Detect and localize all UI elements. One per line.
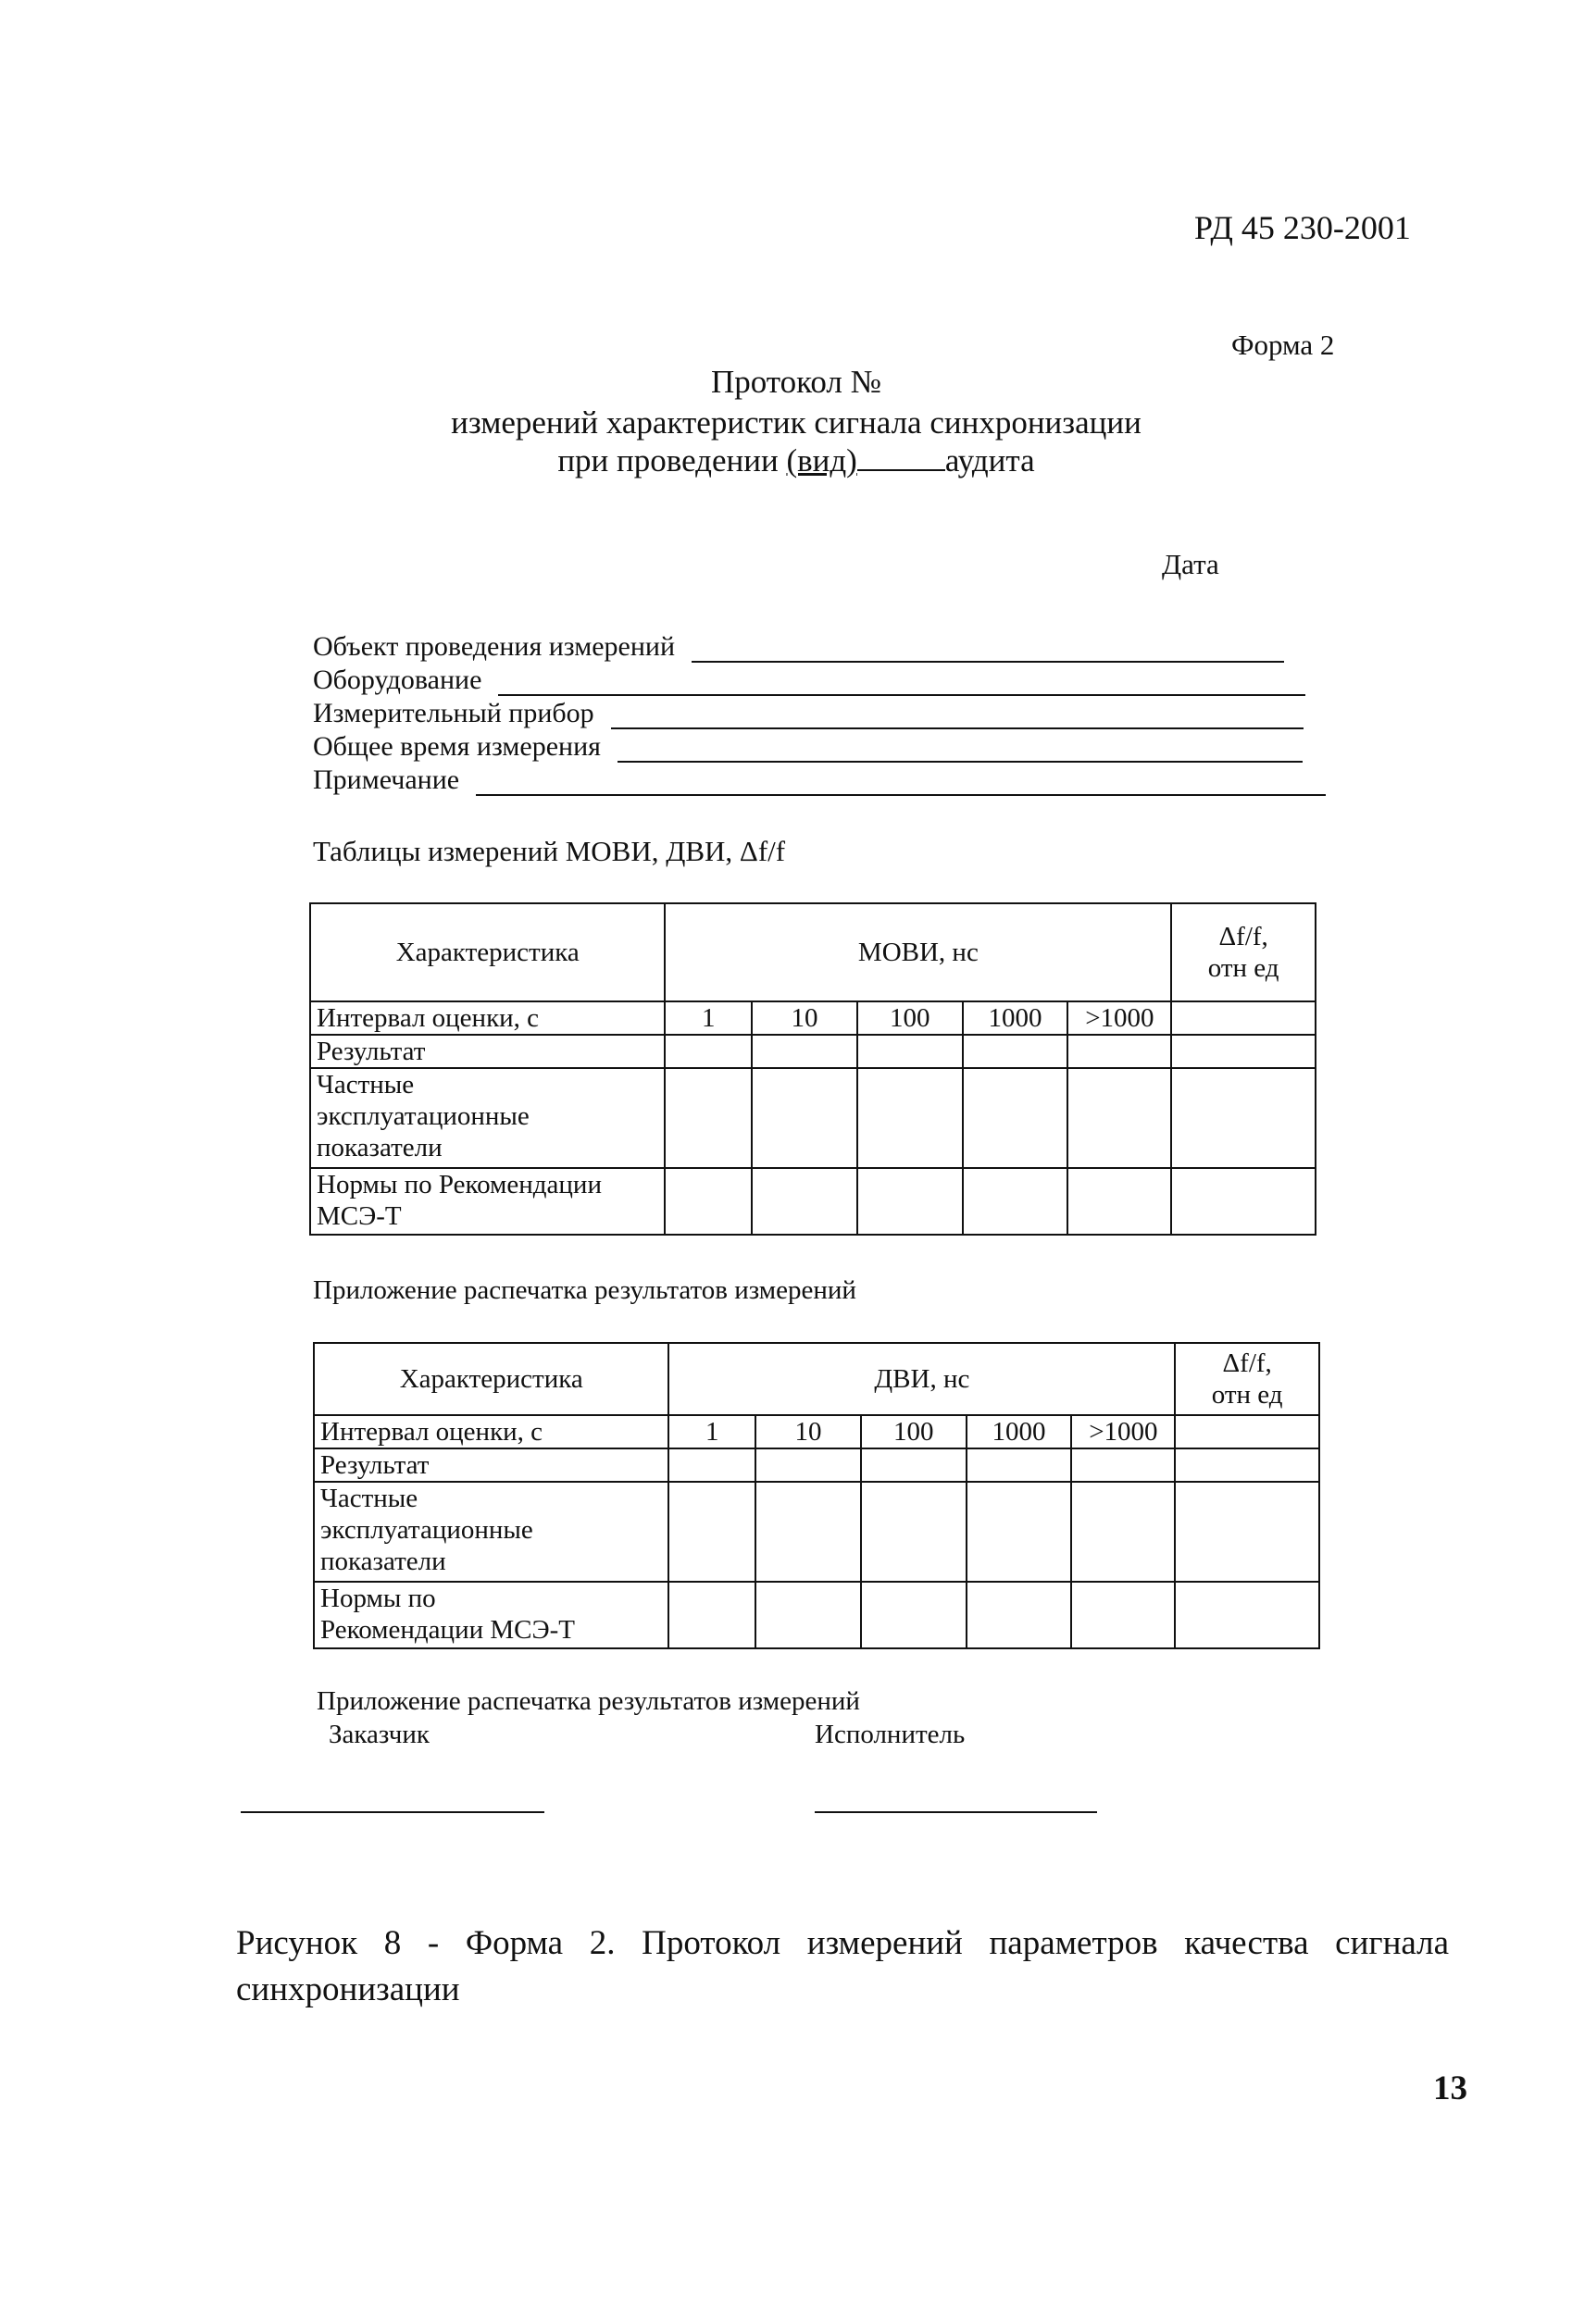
df-label: Δf/f,: [1222, 1348, 1272, 1378]
table-header-row: [314, 1343, 1319, 1415]
info-fields: [313, 629, 1326, 796]
header-characteristic: Характеристика: [310, 903, 665, 1001]
table-row: [310, 1068, 1316, 1168]
interval-cell: >1000: [1067, 1001, 1171, 1035]
executor-signature-line[interactable]: [815, 1809, 1097, 1813]
data-cell[interactable]: [752, 1068, 857, 1168]
table-row: [310, 1035, 1316, 1068]
data-cell[interactable]: [861, 1448, 967, 1482]
interval-cell: 100: [861, 1415, 967, 1448]
field-input-line[interactable]: [692, 639, 1284, 663]
appendix-note: Приложение распечатка результатов измерений: [313, 1275, 856, 1305]
data-cell[interactable]: [967, 1482, 1072, 1582]
interval-cell: 1: [668, 1415, 755, 1448]
audit-suffix: аудита: [944, 442, 1035, 478]
data-cell[interactable]: [755, 1448, 861, 1482]
df-unit: отн ед: [1211, 1380, 1283, 1410]
field-input-line[interactable]: [618, 739, 1303, 763]
data-cell[interactable]: [752, 1035, 857, 1068]
page-number: 13: [1433, 2069, 1467, 2107]
interval-label: Интервал оценки, с: [310, 1001, 665, 1035]
row-label-line: Частные: [317, 1070, 415, 1100]
interval-label: Интервал оценки, с: [314, 1415, 668, 1448]
data-cell[interactable]: [1175, 1482, 1319, 1582]
data-cell[interactable]: [1067, 1168, 1171, 1235]
field-input-line[interactable]: [611, 705, 1304, 729]
table-row: [310, 1168, 1316, 1235]
field-input-line[interactable]: [498, 672, 1305, 696]
figure-caption: Рисунок 8 - Форма 2. Протокол измерений параметров качества сигнала синхронизации: [236, 1924, 1449, 2008]
protocol-audit-line: [0, 442, 1572, 479]
customer-label: Заказчик: [329, 1720, 430, 1749]
data-cell[interactable]: [1175, 1582, 1319, 1648]
data-cell[interactable]: [1171, 1168, 1316, 1235]
data-cell[interactable]: [665, 1168, 752, 1235]
row-label: [314, 1582, 668, 1648]
field-label: Общее время измерения: [313, 731, 601, 762]
field-label: Оборудование: [313, 665, 482, 695]
row-label-line: Нормы по Рекомендации: [317, 1170, 602, 1199]
field-label: Объект проведения измерений: [313, 631, 676, 662]
row-label-line: показатели: [317, 1133, 443, 1162]
data-cell[interactable]: [963, 1068, 1068, 1168]
audit-type: (вид): [786, 442, 857, 478]
customer-signature-line[interactable]: [241, 1809, 544, 1813]
data-cell[interactable]: [963, 1035, 1068, 1068]
dvi-table: [313, 1342, 1320, 1649]
section-title: Таблицы измерений МОВИ, ДВИ, Δf/f: [313, 835, 786, 867]
row-label: [310, 1068, 665, 1168]
data-cell[interactable]: [967, 1582, 1072, 1648]
field-label: Измерительный прибор: [313, 698, 594, 728]
data-cell[interactable]: [1171, 1001, 1316, 1035]
table-row: [314, 1415, 1319, 1448]
data-cell[interactable]: [857, 1168, 963, 1235]
document-code: РД 45 230-2001: [1194, 209, 1411, 246]
data-cell[interactable]: [755, 1482, 861, 1582]
protocol-title: Протокол №: [710, 364, 882, 400]
interval-cell: 10: [752, 1001, 857, 1035]
audit-prefix: при проведении: [557, 442, 787, 478]
interval-cell: 1: [665, 1001, 752, 1035]
interval-cell: 10: [755, 1415, 861, 1448]
movi-table: [309, 902, 1316, 1236]
header-movi: МОВИ, нс: [665, 903, 1171, 1001]
field-row: [313, 696, 1326, 729]
data-cell[interactable]: [861, 1582, 967, 1648]
data-cell[interactable]: [668, 1448, 755, 1482]
interval-cell: 1000: [963, 1001, 1068, 1035]
table-row: [314, 1448, 1319, 1482]
interval-cell: 1000: [967, 1415, 1072, 1448]
executor-label: Исполнитель: [815, 1720, 966, 1749]
data-cell[interactable]: [668, 1482, 755, 1582]
data-cell[interactable]: [963, 1168, 1068, 1235]
header-characteristic: Характеристика: [314, 1343, 668, 1415]
row-label-line: МСЭ-Т: [317, 1201, 402, 1231]
data-cell[interactable]: [857, 1068, 963, 1168]
data-cell[interactable]: [1175, 1415, 1319, 1448]
data-cell[interactable]: [755, 1582, 861, 1648]
row-label-line: Нормы по: [320, 1584, 436, 1613]
data-cell[interactable]: [1071, 1482, 1175, 1582]
field-label: Примечание: [313, 764, 460, 795]
field-row: [313, 629, 1326, 663]
data-cell[interactable]: [665, 1068, 752, 1168]
df-label: Δf/f,: [1218, 922, 1268, 951]
data-cell[interactable]: [1067, 1035, 1171, 1068]
field-row: [313, 729, 1326, 763]
table-row: [310, 1001, 1316, 1035]
field-row: [313, 763, 1326, 796]
data-cell[interactable]: [1171, 1068, 1316, 1168]
header-dvi: ДВИ, нс: [668, 1343, 1175, 1415]
row-label: Результат: [314, 1448, 668, 1482]
appendix-note: Приложение распечатка результатов измерений: [317, 1686, 860, 1716]
data-cell[interactable]: [1171, 1035, 1316, 1068]
form-label: Форма 2: [1231, 329, 1335, 361]
data-cell[interactable]: [1175, 1448, 1319, 1482]
protocol-subtitle: измерений характеристик сигнала синхронизации: [451, 404, 1142, 441]
header-df: [1171, 903, 1316, 1001]
data-cell[interactable]: [967, 1448, 1072, 1482]
row-label: [314, 1482, 668, 1582]
data-cell[interactable]: [857, 1035, 963, 1068]
data-cell[interactable]: [861, 1482, 967, 1582]
row-label-line: Рекомендации МСЭ-Т: [320, 1615, 576, 1645]
data-cell[interactable]: [1071, 1448, 1175, 1482]
data-cell[interactable]: [752, 1168, 857, 1235]
row-label: [310, 1168, 665, 1235]
row-label-line: показатели: [320, 1547, 446, 1576]
table-header-row: [310, 903, 1316, 1001]
header-df: [1175, 1343, 1319, 1415]
table-row: [314, 1482, 1319, 1582]
field-input-line[interactable]: [476, 772, 1326, 796]
interval-cell: >1000: [1071, 1415, 1175, 1448]
data-cell[interactable]: [665, 1035, 752, 1068]
field-row: [313, 663, 1326, 696]
date-label: Дата: [1162, 548, 1219, 580]
data-cell[interactable]: [1067, 1068, 1171, 1168]
df-unit: отн ед: [1207, 953, 1279, 983]
data-cell[interactable]: [1071, 1582, 1175, 1648]
row-label: Результат: [310, 1035, 665, 1068]
table-row: [314, 1582, 1319, 1648]
audit-type-blank[interactable]: [857, 443, 945, 471]
interval-cell: 100: [857, 1001, 963, 1035]
data-cell[interactable]: [668, 1582, 755, 1648]
row-label-line: эксплуатационные: [317, 1101, 530, 1131]
row-label-line: эксплуатационные: [320, 1515, 533, 1545]
row-label-line: Частные: [320, 1484, 418, 1513]
